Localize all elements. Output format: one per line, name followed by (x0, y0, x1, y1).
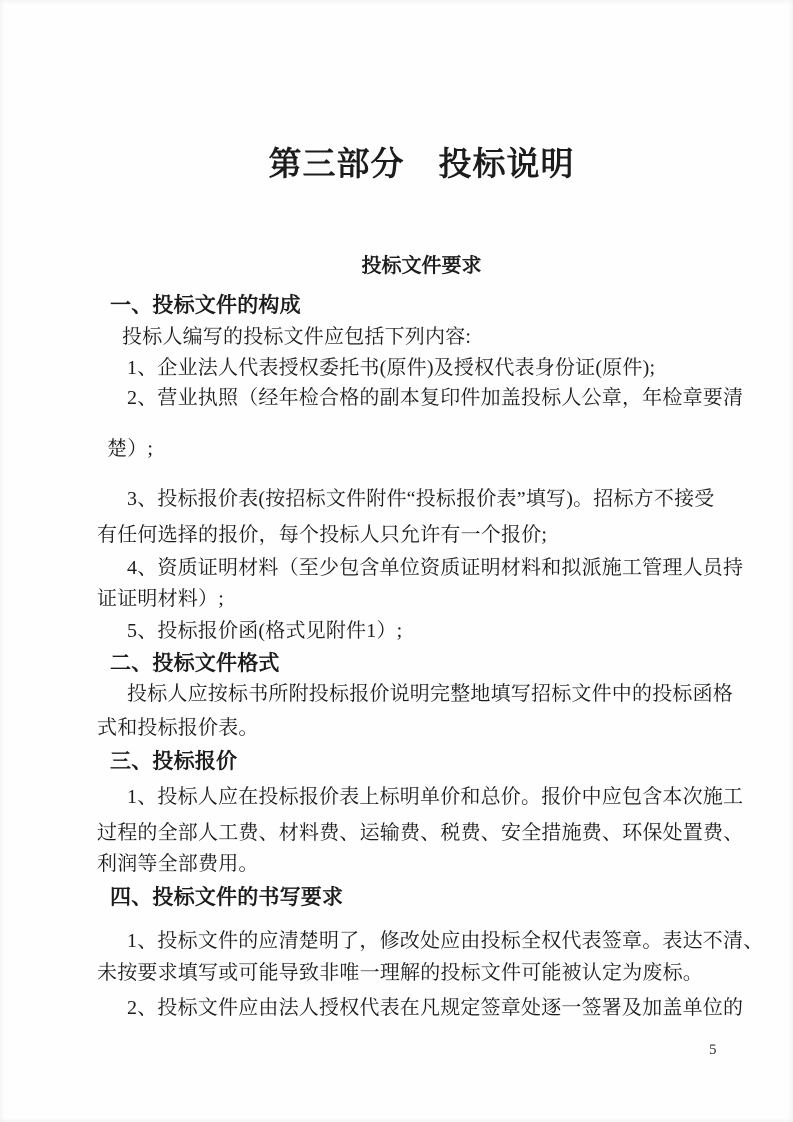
body-line: 2、投标文件应由法人授权代表在凡规定签章处逐一签署及加盖单位的 (127, 997, 744, 1019)
body-line-cont: 利润等全部费用。 (97, 853, 259, 875)
page-number: 5 (709, 1042, 717, 1058)
body-line: 1、投标文件的应清楚明了，修改处应由投标全权代表签章。表达不清、 (127, 930, 764, 952)
list-item-4-cont: 证证明材料）; (97, 588, 224, 610)
document-title: 第三部分 投标说明 (268, 147, 575, 183)
body-line-cont: 式和投标报价表。 (97, 717, 259, 739)
body-line: 投标人编写的投标文件应包括下列内容: (122, 326, 472, 348)
list-item-5: 5、投标报价函(格式见附件1）; (127, 620, 403, 642)
body-line: 1、投标人应在投标报价表上标明单价和总价。报价中应包含本次施工 (127, 786, 744, 808)
list-item-4: 4、资质证明材料（至少包含单位资质证明材料和拟派施工管理人员持 (127, 557, 744, 579)
body-line-cont: 未按要求填写或可能导致非唯一理解的投标文件可能被认定为废标。 (97, 962, 703, 984)
section-title: 投标文件要求 (361, 255, 482, 277)
list-item-3: 3、投标报价表(按招标文件附件“投标报价表”填写)。招标方不接受 (127, 488, 715, 510)
heading-part-2: 二、投标文件格式 (110, 651, 280, 675)
heading-part-4: 四、投标文件的书写要求 (110, 885, 344, 909)
list-item-2-cont: 楚）; (107, 438, 154, 460)
body-line: 投标人应按标书所附投标报价说明完整地填写招标文件中的投标函格 (127, 683, 733, 705)
list-item-3-cont: 有任何选择的报价，每个投标人只允许有一个报价; (97, 524, 548, 546)
list-item-2: 2、营业执照（经年检合格的副本复印件加盖投标人公章，年检章要清 (127, 387, 744, 409)
heading-part-1: 一、投标文件的构成 (110, 293, 301, 317)
list-item-1: 1、企业法人代表授权委托书(原件)及授权代表身份证(原件); (127, 357, 656, 379)
heading-part-3: 三、投标报价 (110, 749, 238, 773)
body-line-cont: 过程的全部人工费、材料费、运输费、税费、安全措施费、环保处置费、 (97, 822, 744, 844)
